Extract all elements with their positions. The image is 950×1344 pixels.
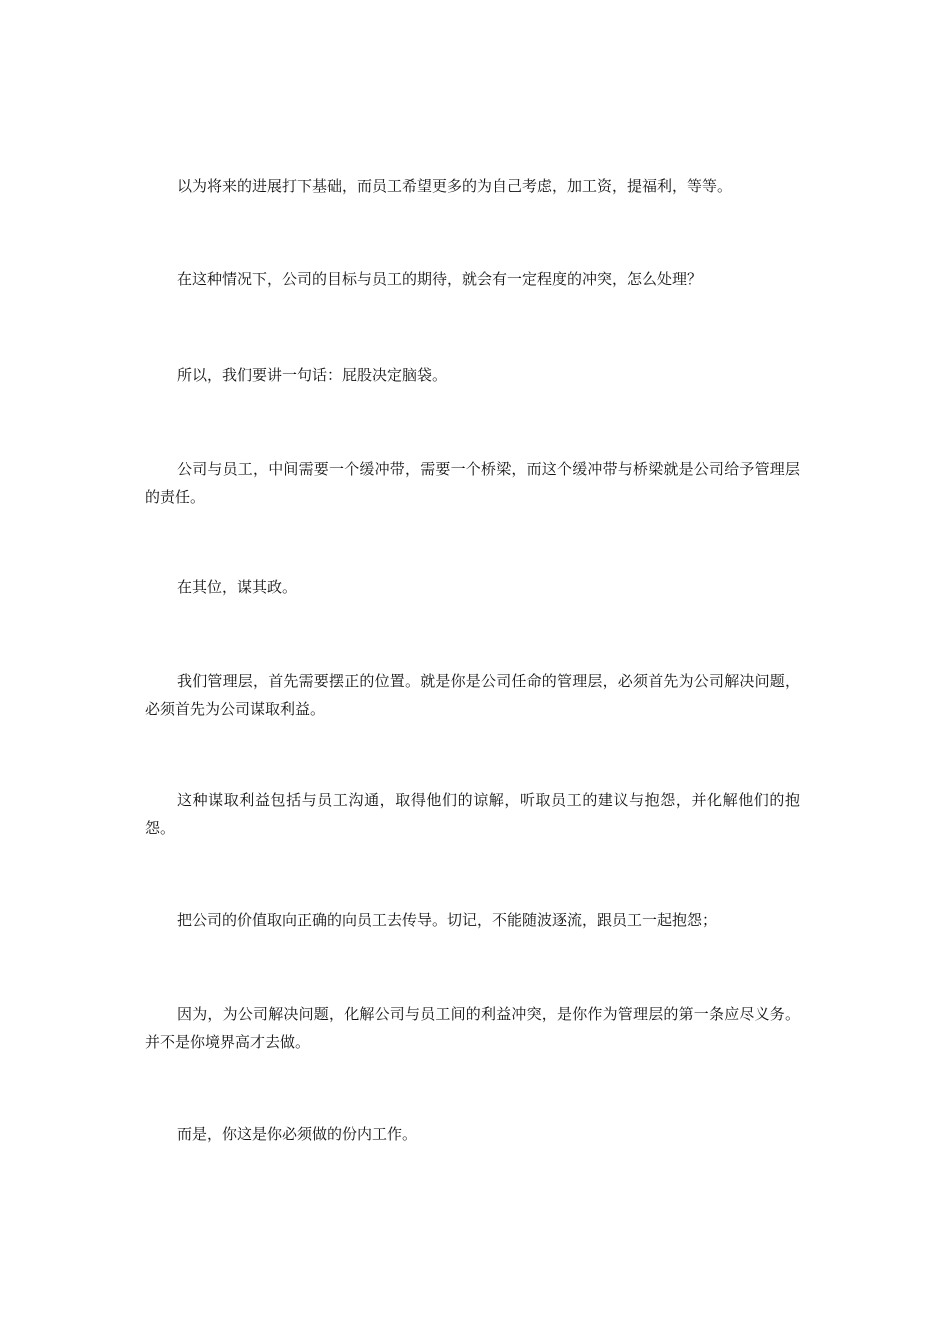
paragraph: 所以，我们要讲一句话：屁股决定脑袋。 — [177, 366, 448, 384]
paragraph: 以为将来的进展打下基础，而员工希望更多的为自己考虑，加工资，提福利，等等。 — [177, 177, 733, 195]
paragraph: 把公司的价值取向正确的向员工去传导。切记，不能随波逐流，跟员工一起抱怨； — [177, 911, 718, 929]
paragraph: 我们管理层，首先需要摆正的位置。就是你是公司任命的管理层，必须首先为公司解决问题，必须首先为公司谋取利益。 — [145, 672, 800, 718]
paragraph: 在其位，谋其政。 — [177, 578, 298, 596]
paragraph: 而是，你这是你必须做的份内工作。 — [177, 1125, 418, 1143]
paragraph: 公司与员工，中间需要一个缓冲带，需要一个桥梁，而这个缓冲带与桥梁就是公司给予管理层的责任。 — [145, 460, 800, 506]
paragraph: 因为，为公司解决问题，化解公司与员工间的利益冲突，是你作为管理层的第一条应尽义务。并不是你境界高才去做。 — [145, 1005, 800, 1051]
paragraph: 在这种情况下，公司的目标与员工的期待，就会有一定程度的冲突，怎么处理？ — [177, 270, 703, 288]
paragraph: 这种谋取利益包括与员工沟通，取得他们的谅解，听取员工的建议与抱怨，并化解他们的抱怨。 — [145, 791, 800, 837]
